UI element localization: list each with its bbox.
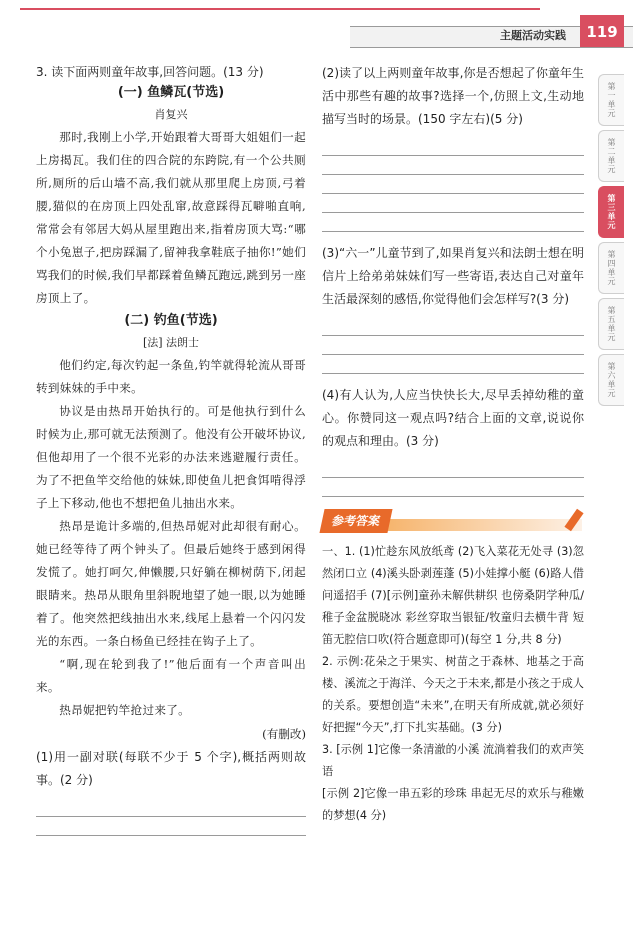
story-1-author: 肖复兴 (154, 108, 188, 121)
story-2-author: [法] 法朗士 (142, 336, 200, 349)
answer-line[interactable] (322, 213, 584, 232)
top-rule (20, 0, 540, 10)
page-number: 119 (580, 15, 624, 47)
story-1-title: (一) 鱼鳞瓦(节选) (117, 85, 225, 100)
answer-line[interactable] (322, 137, 584, 156)
answer-item: 2. 示例:花朵之于果实、树苗之于森林、地基之于高楼、溪流之于海洋、今天之于未来,都是小孩之于成人的关系。要想创造“未来”,在明天有所成就,就必须好好把握“今天”,打下扎实基础。(3 分) (322, 655, 584, 734)
story-2-paragraph: 他们约定,每次钓起一条鱼,钓竿就得轮流从哥哥转到妹妹的手中来。 (36, 358, 306, 395)
answer-lines-q1[interactable] (36, 798, 306, 836)
right-column (322, 62, 584, 827)
answer-line[interactable] (322, 317, 584, 336)
answer-item: 3. [示例 1]它像一条清澈的小溪 流淌着我们的欢声笑语 (322, 743, 584, 778)
tab-unit-1[interactable]: 第一单元 (598, 74, 624, 126)
question-3-3: (3)“六一”儿童节到了,如果肖复兴和法朗士想在明信片上给弟弟妹妹们写一些寄语,表达自己对童年生活最深刻的感悟,你觉得他们会怎样写?(3 分) (322, 246, 584, 306)
story-2-paragraph: 热昂是诡计多端的,但热昂妮对此却很有耐心。她已经等待了两个钟头了。但最后她终于感到闲得发慌了。她打呵欠,伸懒腰,只好躺在柳树荫下,闭起眼睛来。热昂从眼角里斜睨地望了她一眼,以为她睡着了。他突然把线抽出水来,线尾上悬着一个闪闪发光的东西。一条白杨鱼已经挂在钩子上了。 (36, 519, 306, 648)
question-3-1: (1)用一副对联(每联不少于 5 个字),概括两则故事。(2 分) (36, 750, 306, 787)
answer-title: 参考答案 (319, 509, 392, 533)
question-3-heading: 3. 读下面两则童年故事,回答问题。(13 分) (36, 65, 264, 79)
answer-item: [示例 2]它像一串五彩的珍珠 串起无尽的欢乐与稚嫩的梦想(4 分) (322, 787, 584, 822)
header-title: 主题活动实践 (500, 29, 566, 42)
adapted-note: (有删改) (262, 727, 306, 741)
question-3-2: (2)读了以上两则童年故事,你是否想起了你童年生活中那些有趣的故事?选择一个,仿照上文,生动地描写当时的场景。(150 字左右)(5 分) (322, 66, 584, 126)
question-3-4: (4)有人认为,人应当快快长大,尽早丢掉幼稚的童心。你赞同这一观点吗?结合上面的文章,说说你的观点和理由。(3 分) (322, 388, 584, 448)
story-2-paragraph: 协议是由热昂开始执行的。可是他执行到什么时候为止,那可就无法预测了。他没有公开破坏协议,但他却用了一个很不光彩的办法来逃避履行责任。为了不把鱼竿交给他的妹妹,即使鱼儿把食饵啃得浮子上下移动,他也不想把鱼儿抽出水来。 (36, 404, 306, 510)
unit-tabs (598, 74, 624, 410)
answer-banner (322, 505, 584, 537)
answer-lines-q2[interactable] (322, 137, 584, 232)
answer-lines-q4[interactable] (322, 459, 584, 497)
answer-item: 一、1. (1)忙趁东风放纸鸢 (2)飞入菜花无处寻 (3)忽然闭口立 (4)溪头卧剥莲蓬 (5)小娃撑小艇 (6)路人借问遥招手 (7)[示例]童孙未解供耕织 也傍桑阴学种瓜/稚子金盆脱晓冰 彩丝穿取当银钲/牧童归去横牛背 短笛无腔信口吹(符合题意即可)(每空 1 分,共 8 分) (322, 545, 584, 646)
story-2-paragraph: “啊,现在轮到我了!”他后面有一个声音叫出来。 (36, 657, 306, 694)
answer-line[interactable] (322, 336, 584, 355)
answer-line[interactable] (322, 194, 584, 213)
left-column (36, 62, 306, 836)
tab-unit-5[interactable]: 第五单元 (598, 298, 624, 350)
answer-line[interactable] (322, 459, 584, 478)
tab-unit-2[interactable]: 第二单元 (598, 130, 624, 182)
answer-line[interactable] (322, 175, 584, 194)
story-2-title: (二) 钓鱼(节选) (124, 313, 218, 328)
story-2-paragraph: 热昂妮把钓竿抢过来了。 (59, 703, 191, 717)
tab-unit-3[interactable]: 第三单元 (598, 186, 624, 238)
tab-unit-6[interactable]: 第六单元 (598, 354, 624, 406)
answer-lines-q3[interactable] (322, 317, 584, 374)
answer-line[interactable] (36, 817, 306, 836)
tab-unit-4[interactable]: 第四单元 (598, 242, 624, 294)
answer-line[interactable] (36, 798, 306, 817)
answer-line[interactable] (322, 156, 584, 175)
banner-strip (382, 519, 582, 531)
story-1-paragraph: 那时,我刚上小学,开始跟着大哥哥大姐姐们一起上房揭瓦。我们住的四合院的东跨院,有一个公共厕所,厕所的后山墙不高,我们就从那里爬上房顶,弓着腰,猫似的在房顶上四处乱窜,故意踩得瓦噼啪直响,常常会有邻居大妈从屋里跑出来,指着房顶大骂:“哪个小兔崽子,把房踩漏了,留神我拿鞋底子抽你!”她们骂我们的时候,我们早都踩着鱼鳞瓦跑远,跳到另一座房顶上了。 (36, 130, 306, 305)
answer-line[interactable] (322, 355, 584, 374)
answer-line[interactable] (322, 478, 584, 497)
